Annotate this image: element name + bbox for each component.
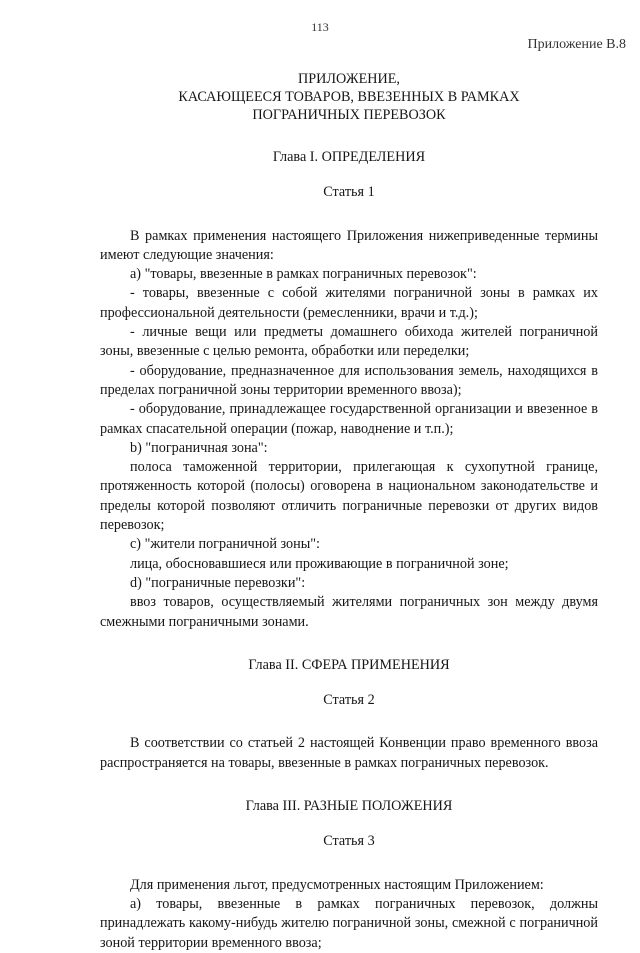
article-2-heading: Статья 2	[323, 692, 375, 709]
definition-d-text: ввоз товаров, осуществляемый жителями пограничных зон между двумя смежными пограничными зонами.	[100, 594, 598, 630]
title-line-1: ПРИЛОЖЕНИЕ,	[298, 71, 400, 87]
definition-c-label: с) "жители пограничной зоны":	[130, 536, 320, 553]
title-line-2: КАСАЮЩЕЕСЯ ТОВАРОВ, ВВЕЗЕННЫХ В РАМКАХ	[178, 89, 520, 105]
definition-a-item-3: - оборудование, предназначенное для использования земель, находящихся в пределах пограничной зоны территории временного ввоза);	[100, 362, 598, 398]
document-title	[100, 70, 598, 124]
definition-c-text: лица, обосновавшиеся или проживающие в пограничной зоне;	[130, 555, 509, 572]
appendix-reference: Приложение B.8	[527, 37, 626, 52]
article-1-intro: В рамках применения настоящего Приложения нижеприведенные термины имеют следующие значения:	[100, 227, 598, 263]
definition-b-label: b) "пограничная зона":	[130, 439, 268, 456]
chapter-2-heading: Глава II. СФЕРА ПРИМЕНЕНИЯ	[248, 656, 450, 673]
article-3-intro: Для применения льгот, предусмотренных настоящим Приложением:	[130, 876, 544, 893]
document-body	[100, 70, 598, 953]
article-3-item-a: а) товары, ввезенные в рамках пограничных перевозок, должны принадлежать какому-нибудь жителю пограничной зоны, смежной с пограничной зоной территории временного ввоза;	[100, 895, 598, 951]
definition-a-item-2: - личные вещи или предметы домашнего обихода жителей пограничной зоны, ввезенные с целью ремонта, обработки или переделки;	[100, 324, 598, 360]
definition-a-item-1: - товары, ввезенные с собой жителями пограничной зоны в рамках их профессиональной деятельности (ремесленники, врачи и т.д.);	[100, 285, 598, 321]
chapter-3-heading: Глава III. РАЗНЫЕ ПОЛОЖЕНИЯ	[245, 798, 453, 815]
chapter-1-heading: Глава I. ОПРЕДЕЛЕНИЯ	[272, 149, 426, 165]
title-line-3: ПОГРАНИЧНЫХ ПЕРЕВОЗОК	[252, 107, 446, 123]
definition-d-label: d) "пограничные перевозки":	[130, 574, 306, 591]
page-number: 113	[311, 20, 329, 34]
definition-a-item-4: - оборудование, принадлежащее государственной организации и ввезенное в рамках спасательной операции (пожар, наводнение и т.п.);	[100, 401, 598, 437]
article-3-heading: Статья 3	[323, 833, 375, 850]
definition-b-text: полоса таможенной территории, прилегающая к сухопутной границе, протяженность которой (полосы) оговорена в национальном законодательстве и пределы которой позволяют отличить пограничные перевозки от других видов перевозок;	[100, 459, 598, 534]
definition-a-label: а) "товары, ввезенные в рамках пограничных перевозок":	[130, 266, 477, 283]
article-2-text: В соответствии со статьей 2 настоящей Конвенции право временного ввоза распространяется на товары, ввезенные в рамках пограничных перевозок.	[100, 735, 598, 771]
article-1-heading: Статья 1	[323, 184, 375, 201]
